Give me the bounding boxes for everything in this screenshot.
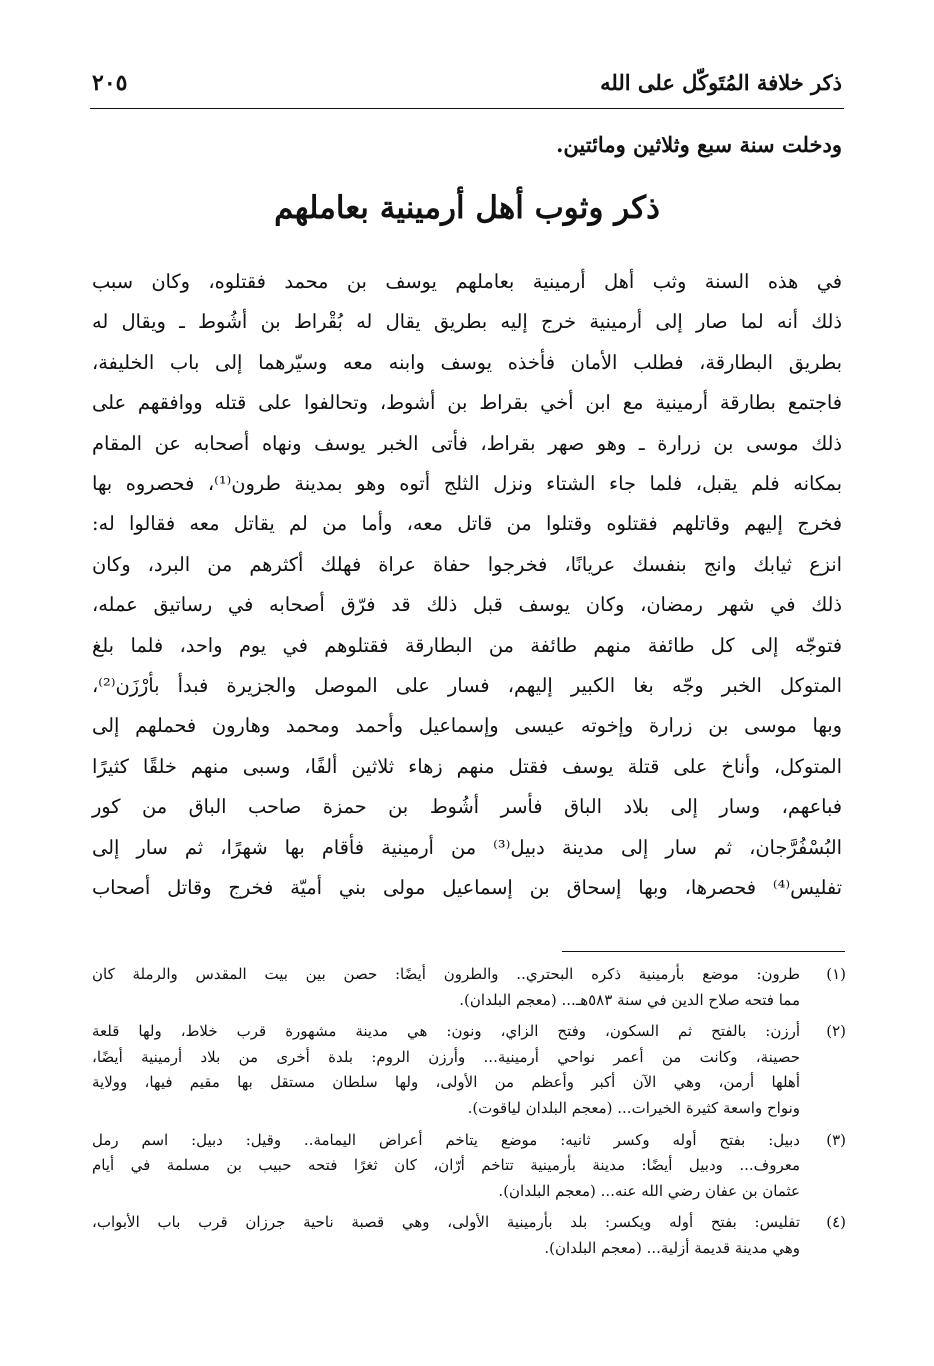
body-line: بمكانه فلم يقبل، فلما جاء الشتاء ونزل الثلج أتوه وهو بمدينة طرون⁽¹⁾، فحصروه بها xyxy=(92,472,842,496)
header-rule xyxy=(90,108,844,109)
body-line: فاجتمع بطارقة أرمينية مع ابن أخي بقراط بن أشوط، وتحالفوا على قتله ووافقهم على xyxy=(92,391,842,415)
footnote-line: ونواح واسعة كثيرة الخيرات... (معجم البلدان لياقوت). xyxy=(467,1098,800,1117)
footnote-number: (٢) xyxy=(826,1022,846,1041)
body-line: انزع ثيابك وانج بنفسك عريانًا، فخرجوا حفاة عراة فهلك أكثرهم من البرد، وكان xyxy=(92,552,842,576)
footnote-line: أهلها أرمن، وهي الآن أكبر وأعظم من الأولى، ولها سلطان مستقل بها مقيم فيها، وولاية xyxy=(92,1073,800,1092)
footnote-line: حصينة، وكانت من أعمر نواحي أرمينية... وأرزن الروم: بلدة أخرى من بلاد أرمينية أيضًا، xyxy=(92,1047,800,1066)
body-text xyxy=(92,262,842,909)
body-line: المتوكل، وأناخ على قتلة يوسف فقتل منهم زهاء ثلاثين ألفًا، وسبى منهم خلقًا كثيرًا xyxy=(92,754,842,778)
body-line: ذلك في شهر رمضان، وكان يوسف قبل ذلك قد فرّق أصحابه في رساتيق عمله، xyxy=(92,593,842,617)
footnote-2 xyxy=(92,1019,846,1121)
body-line: المتوكل الخبر وجّه بغا الكبير إليهم، فسار على الموصل والجزيرة فبدأ بأرْزَن⁽²⁾، xyxy=(92,674,842,698)
page-number: ٢٠٥ xyxy=(92,70,128,96)
body-line: فخرج إليهم وقاتلهم فقتلوه وقتلوا من قاتل معه، وأما من لم يقاتل معه فقالوا له: xyxy=(92,512,842,536)
footnote-1 xyxy=(92,962,846,1013)
body-line: تفليس⁽⁴⁾ فحصرها، وبها إسحاق بن إسماعيل مولى بني أميّة فخرج وقاتل أصحاب xyxy=(92,876,842,900)
body-line: وبها موسى بن زرارة وإخوته عيسى وإسماعيل وأحمد ومحمد وهارون فحملهم إلى xyxy=(92,714,842,738)
footnote-separator xyxy=(562,951,845,952)
footnote-line: طرون: موضع بأرمينية ذكره البحتري.. والطرون أيضًا: حصن بين بيت المقدس والرملة كان xyxy=(92,965,800,983)
body-line: ذلك أنه لما صار إلى أرمينية خرج إليه بطريق يقال له بُقْراط بن أشُوط ـ ويقال له xyxy=(92,310,842,334)
body-line: في هذه السنة وثب أهل أرمينية بعاملهم يوسف بن محمد فقتلوه، وكان سبب xyxy=(92,270,842,293)
section-heading: ذكر وثوب أهل أرمينية بعاملهم xyxy=(274,190,660,226)
footnote-line: معروف... ودبيل أيضًا: مدينة بأرمينية تتاخم أرّان، كان ثغرًا فتحه حبيب بن مسلمة في أيام xyxy=(92,1156,800,1175)
footnote-line: عثمان بن عفان رضي الله عنه... (معجم البلدان). xyxy=(498,1181,800,1200)
intro-line: ودخلت سنة سبع وثلاثين ومائتين. xyxy=(556,132,842,157)
footnote-number: (٣) xyxy=(826,1130,846,1149)
footnote-3 xyxy=(92,1128,846,1205)
footnote-4 xyxy=(92,1210,846,1261)
body-line: بطريق البطارقة، فطلب الأمان فأخذه يوسف وابنه معه وسيّرهما إلى باب الخليفة، xyxy=(92,350,842,374)
body-line: البُسْفُرَّجان، ثم سار إلى مدينة دبيل⁽³⁾ من أرمينية فأقام بها شهرًا، ثم سار إلى xyxy=(92,835,842,859)
footnote-line: مما فتحه صلاح الدين في سنة ٥٨٣هـ... (معجم البلدان). xyxy=(459,990,800,1009)
running-title: ذكر خلافة المُتَوكّل على الله xyxy=(600,70,842,95)
body-line: ذلك موسى بن زرارة ـ وهو صهر بقراط، فأتى الخبر يوسف ونهاه أصحابه عن المقام xyxy=(92,431,842,455)
page-header xyxy=(92,70,842,106)
footnote-line: أرزن: بالفتح ثم السكون، وفتح الزاي، ونون: هي مدينة مشهورة قرب خلاط، ولها قلعة xyxy=(92,1022,800,1041)
footnotes xyxy=(92,962,846,1268)
body-line: فباعهم، وسار إلى بلاد الباق فأسر أشُوط بن حمزة صاحب الباق من كور xyxy=(92,795,842,819)
footnote-line: دبيل: بفتح أوله وكسر ثانيه: موضع يتاخم أعراض اليمامة.. وقيل: دبيل: اسم رمل xyxy=(92,1130,800,1149)
footnote-line: وهي مدينة قديمة أزلية... (معجم البلدان). xyxy=(544,1238,800,1257)
body-line: فتوجّه إلى كل طائفة منهم طائفة من البطارقة فقتلوهم في يوم واحد، فلما بلغ xyxy=(92,633,842,657)
footnote-number: (٤) xyxy=(826,1213,846,1232)
footnote-number: (١) xyxy=(826,965,846,983)
footnote-line: تفليس: بفتح أوله ويكسر: بلد بأرمينية الأولى، وهي قصبة ناحية جرزان قرب باب الأبواب، xyxy=(92,1213,800,1232)
